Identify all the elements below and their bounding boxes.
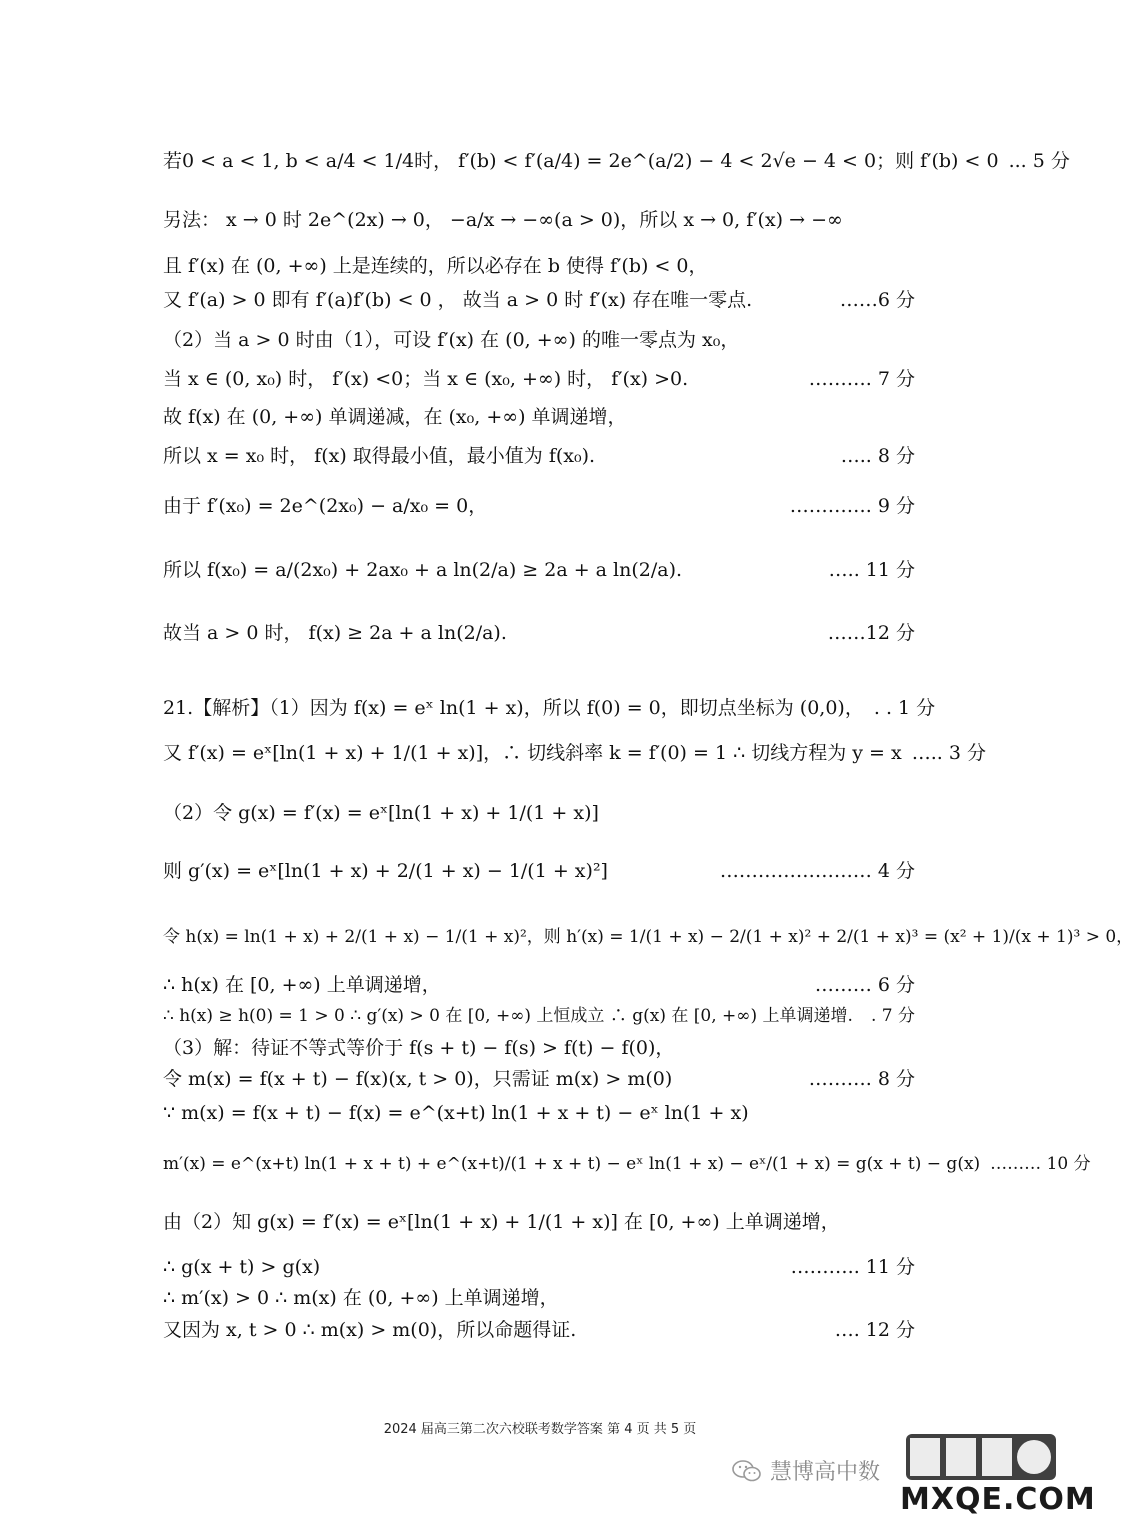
score-marker: . 7 分 — [870, 1006, 915, 1026]
line-text: 21.【解析】（1）因为 f(x) = eˣ ln(1 + x)，所以 f(0) = 0，即切点坐标为 (0,0)， — [163, 697, 864, 719]
line-text: 则 g′(x) = eˣ[ln(1 + x) + 2/(1 + x) − 1/(1 + x)²] — [163, 860, 608, 882]
score-marker: ……… 10 分 — [990, 1154, 1091, 1174]
line-text: （3）解：待证不等式等价于 f(s + t) − f(s) > f(t) − f(0)， — [163, 1037, 675, 1059]
watermark-account — [732, 1455, 880, 1486]
score-marker: …………………… 4 分 — [719, 860, 915, 882]
score-marker: …………. 9 分 — [789, 495, 915, 517]
solution-line — [163, 800, 915, 826]
solution-line — [163, 1035, 915, 1061]
score-marker: …. 12 分 — [834, 1319, 915, 1341]
solution-line — [163, 1317, 915, 1343]
solution-line — [163, 1285, 915, 1311]
solution-line — [163, 924, 1133, 950]
solution-line — [163, 557, 915, 583]
solution-line — [163, 207, 915, 233]
line-text: 令 h(x) = ln(1 + x) + 2/(1 + x) − 1/(1 + x)²，则 h′(x) = 1/(1 + x) − 2/(1 + x)² + 2/(1 + x)³ = (x² + 1)/(x + 1)³ > 0， — [163, 927, 1133, 947]
solution-line — [163, 1066, 915, 1092]
watermark-logo-text: MXQE.COM — [900, 1482, 1096, 1517]
line-text: 又 f′(a) > 0 即有 f′(a)f′(b) < 0 ， 故当 a > 0 时 f′(x) 存在唯一零点. — [163, 289, 753, 311]
solution-line — [163, 1003, 915, 1029]
solution-line — [163, 858, 915, 884]
watermark-account-name: 慧博高中数 — [770, 1460, 881, 1485]
line-text: （2）令 g(x) = f′(x) = eˣ[ln(1 + x) + 1/(1 + x)] — [163, 802, 599, 824]
score-marker: . . 1 分 — [873, 697, 936, 719]
solution-line — [163, 148, 1070, 174]
page-footer: 2024 届高三第二次六校联考数学答案 第 4 页 共 5 页 — [383, 1422, 697, 1437]
line-text: m′(x) = e^(x+t) ln(1 + x + t) + e^(x+t)/(1 + x + t) − eˣ ln(1 + x) − eˣ/(1 + x) = g(x + t) − g(x) — [163, 1154, 981, 1174]
score-marker: ……….. 11 分 — [790, 1256, 915, 1278]
solution-line — [163, 493, 915, 519]
line-text: 令 m(x) = f(x + t) − f(x)(x, t > 0)，只需证 m(x) > m(0) — [163, 1068, 673, 1090]
solution-line — [163, 972, 915, 998]
solution-line — [163, 1151, 1091, 1177]
solution-line — [163, 327, 915, 353]
line-text: ∴ h(x) 在 [0, +∞) 上单调递增， — [163, 974, 441, 996]
line-text: （2）当 a > 0 时由（1），可设 f′(x) 在 (0, +∞) 的唯一零点为 x₀， — [163, 329, 740, 351]
line-text: 另法： x → 0 时 2e^(2x) → 0， −a/x → −∞(a > 0)，所以 x → 0, f′(x) → −∞ — [163, 209, 843, 231]
line-text: ∴ g(x + t) > g(x) — [163, 1256, 321, 1278]
score-marker: ………. 8 分 — [808, 1068, 915, 1090]
score-marker: ….. 3 分 — [911, 742, 986, 764]
line-text: ∴ m′(x) > 0 ∴ m(x) 在 (0, +∞) 上单调递增， — [163, 1287, 559, 1309]
line-text: 由于 f′(x₀) = 2e^(2x₀) − a/x₀ = 0， — [163, 495, 488, 517]
solution-line — [163, 404, 915, 430]
line-text: 又因为 x, t > 0 ∴ m(x) > m(0)，所以命题得证. — [163, 1319, 577, 1341]
solution-line — [163, 1254, 915, 1280]
solution-line — [163, 1100, 915, 1126]
score-marker: ….. 8 分 — [840, 445, 915, 467]
line-text: 所以 x = x₀ 时， f(x) 取得最小值，最小值为 f(x₀). — [163, 445, 596, 467]
line-text: 所以 f(x₀) = a/(2x₀) + 2ax₀ + a ln(2/a) ≥ 2a + a ln(2/a). — [163, 559, 683, 581]
score-marker: ………. 7 分 — [808, 368, 915, 390]
wechat-icon — [732, 1459, 762, 1483]
solution-line — [163, 253, 915, 279]
score-marker: ……12 分 — [827, 622, 915, 644]
line-text: 故 f(x) 在 (0, +∞) 单调递减，在 (x₀, +∞) 单调递增， — [163, 406, 627, 428]
solution-line — [163, 620, 915, 646]
line-text: 当 x ∈ (0, x₀) 时， f′(x) <0；当 x ∈ (x₀, +∞) 时， f′(x) >0. — [163, 368, 689, 390]
solution-line — [163, 740, 986, 766]
score-marker: ….. 11 分 — [828, 559, 915, 581]
line-text: 若0 < a < 1, b < a/4 < 1/4时， f′(b) < f′(a/4) = 2e^(a/2) − 4 < 2√e − 4 < 0；则 f′(b) < 0 — [163, 150, 999, 172]
line-text: 又 f′(x) = eˣ[ln(1 + x) + 1/(1 + x)]，∴ 切线斜率 k = f′(0) = 1 ∴ 切线方程为 y = x — [163, 742, 902, 764]
line-text: ∵ m(x) = f(x + t) − f(x) = e^(x+t) ln(1 + x + t) − eˣ ln(1 + x) — [163, 1102, 749, 1124]
score-marker: ……… 6 分 — [814, 974, 915, 996]
line-text: 且 f′(x) 在 (0, +∞) 上是连续的，所以必存在 b 使得 f′(b) < 0， — [163, 255, 708, 277]
solution-line — [163, 1209, 915, 1235]
line-text: ∴ h(x) ≥ h(0) = 1 > 0 ∴ g′(x) > 0 在 [0, +∞) 上恒成立 ∴ g(x) 在 [0, +∞) 上单调递增. — [163, 1006, 853, 1026]
solution-line — [163, 443, 915, 469]
line-text: 由（2）知 g(x) = f′(x) = eˣ[ln(1 + x) + 1/(1 + x)] 在 [0, +∞) 上单调递增， — [163, 1211, 840, 1233]
solution-line — [163, 287, 915, 313]
solution-line — [163, 695, 936, 721]
score-marker: ... 5 分 — [1008, 150, 1070, 172]
solution-line — [163, 366, 915, 392]
line-text: 故当 a > 0 时， f(x) ≥ 2a + a ln(2/a). — [163, 622, 507, 644]
score-marker: ……6 分 — [839, 289, 915, 311]
